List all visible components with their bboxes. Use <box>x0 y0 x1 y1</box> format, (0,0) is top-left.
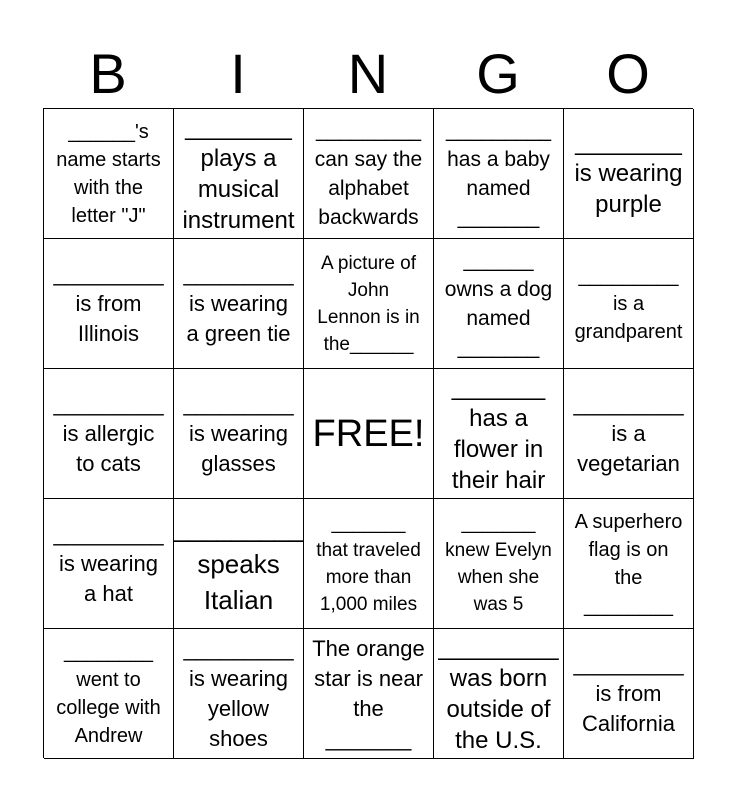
bingo-cell[interactable] <box>304 629 434 759</box>
bingo-cell[interactable] <box>174 109 304 239</box>
cell-text: _______ that traveled more than 1,000 miles <box>316 512 421 615</box>
bingo-cell[interactable] <box>174 629 304 759</box>
cell-text: _________ is from Illinois <box>53 260 164 346</box>
bingo-cell[interactable] <box>304 239 434 369</box>
header-letter-g: G <box>476 42 520 105</box>
bingo-header <box>43 40 693 108</box>
header-letter-o: O <box>606 42 650 105</box>
cell-text: _______ knew Evelyn when she was 5 <box>445 512 552 615</box>
header-letter-n: N <box>347 42 389 105</box>
free-space-label: FREE! <box>312 412 425 455</box>
bingo-cell[interactable] <box>564 369 694 499</box>
bingo-cell[interactable] <box>564 109 694 239</box>
bingo-cell[interactable] <box>44 499 174 629</box>
cell-text: _________ is wearing a hat <box>53 520 164 606</box>
cell-text: A picture of John Lennon is in the______ <box>317 252 420 355</box>
bingo-cell[interactable] <box>564 499 694 629</box>
bingo-cell[interactable] <box>174 499 304 629</box>
cell-text: _________ is wearing yellow shoes <box>183 635 294 751</box>
bingo-cell[interactable] <box>174 369 304 499</box>
bingo-cell[interactable] <box>44 629 174 759</box>
cell-text: ______'s name starts with the letter "J" <box>56 120 161 227</box>
bingo-cell[interactable] <box>304 109 434 239</box>
bingo-cell[interactable] <box>44 109 174 239</box>
cell-text: ______ owns a dog named _______ <box>444 248 553 359</box>
cell-text: _________ is wearing a green tie <box>183 260 294 346</box>
cell-text: A superhero flag is on the ________ <box>574 510 683 617</box>
cell-text: _________ is from California <box>573 650 684 736</box>
cell-text: ________ went to college with Andrew <box>56 640 161 747</box>
bingo-cell[interactable] <box>434 499 564 629</box>
bingo-cell[interactable] <box>44 239 174 369</box>
cell-text: ________ plays a musical instrument <box>182 113 295 234</box>
cell-text: _________ has a baby named _______ <box>445 118 552 229</box>
cell-text: The orange star is near the _______ <box>312 635 425 751</box>
bingo-cell[interactable] <box>564 629 694 759</box>
header-letter-i: I <box>230 42 246 105</box>
bingo-cell[interactable] <box>434 109 564 239</box>
bingo-cell[interactable] <box>44 369 174 499</box>
header-letter-b: B <box>89 42 127 105</box>
cell-text: _______ has a flower in their hair <box>451 373 546 494</box>
cell-text: ________ is wearing purple <box>574 129 683 218</box>
cell-text: _________ can say the alphabet backwards <box>314 118 423 229</box>
cell-text: _________ is allergic to cats <box>53 390 164 476</box>
bingo-cell[interactable] <box>174 239 304 369</box>
free-space[interactable] <box>304 369 434 499</box>
cell-text: _________ is wearing glasses <box>183 390 294 476</box>
cell-text: _________ speaks Italian <box>173 512 304 615</box>
cell-text: _________ is a grandparent <box>574 264 683 343</box>
bingo-cell[interactable] <box>434 629 564 759</box>
bingo-cell[interactable] <box>304 499 434 629</box>
cell-text: _________ was born outside of the U.S. <box>438 633 559 754</box>
bingo-cell[interactable] <box>564 239 694 369</box>
bingo-cell[interactable] <box>434 369 564 499</box>
cell-text: _________ is a vegetarian <box>573 390 684 476</box>
bingo-grid <box>43 108 693 758</box>
bingo-cell[interactable] <box>434 239 564 369</box>
